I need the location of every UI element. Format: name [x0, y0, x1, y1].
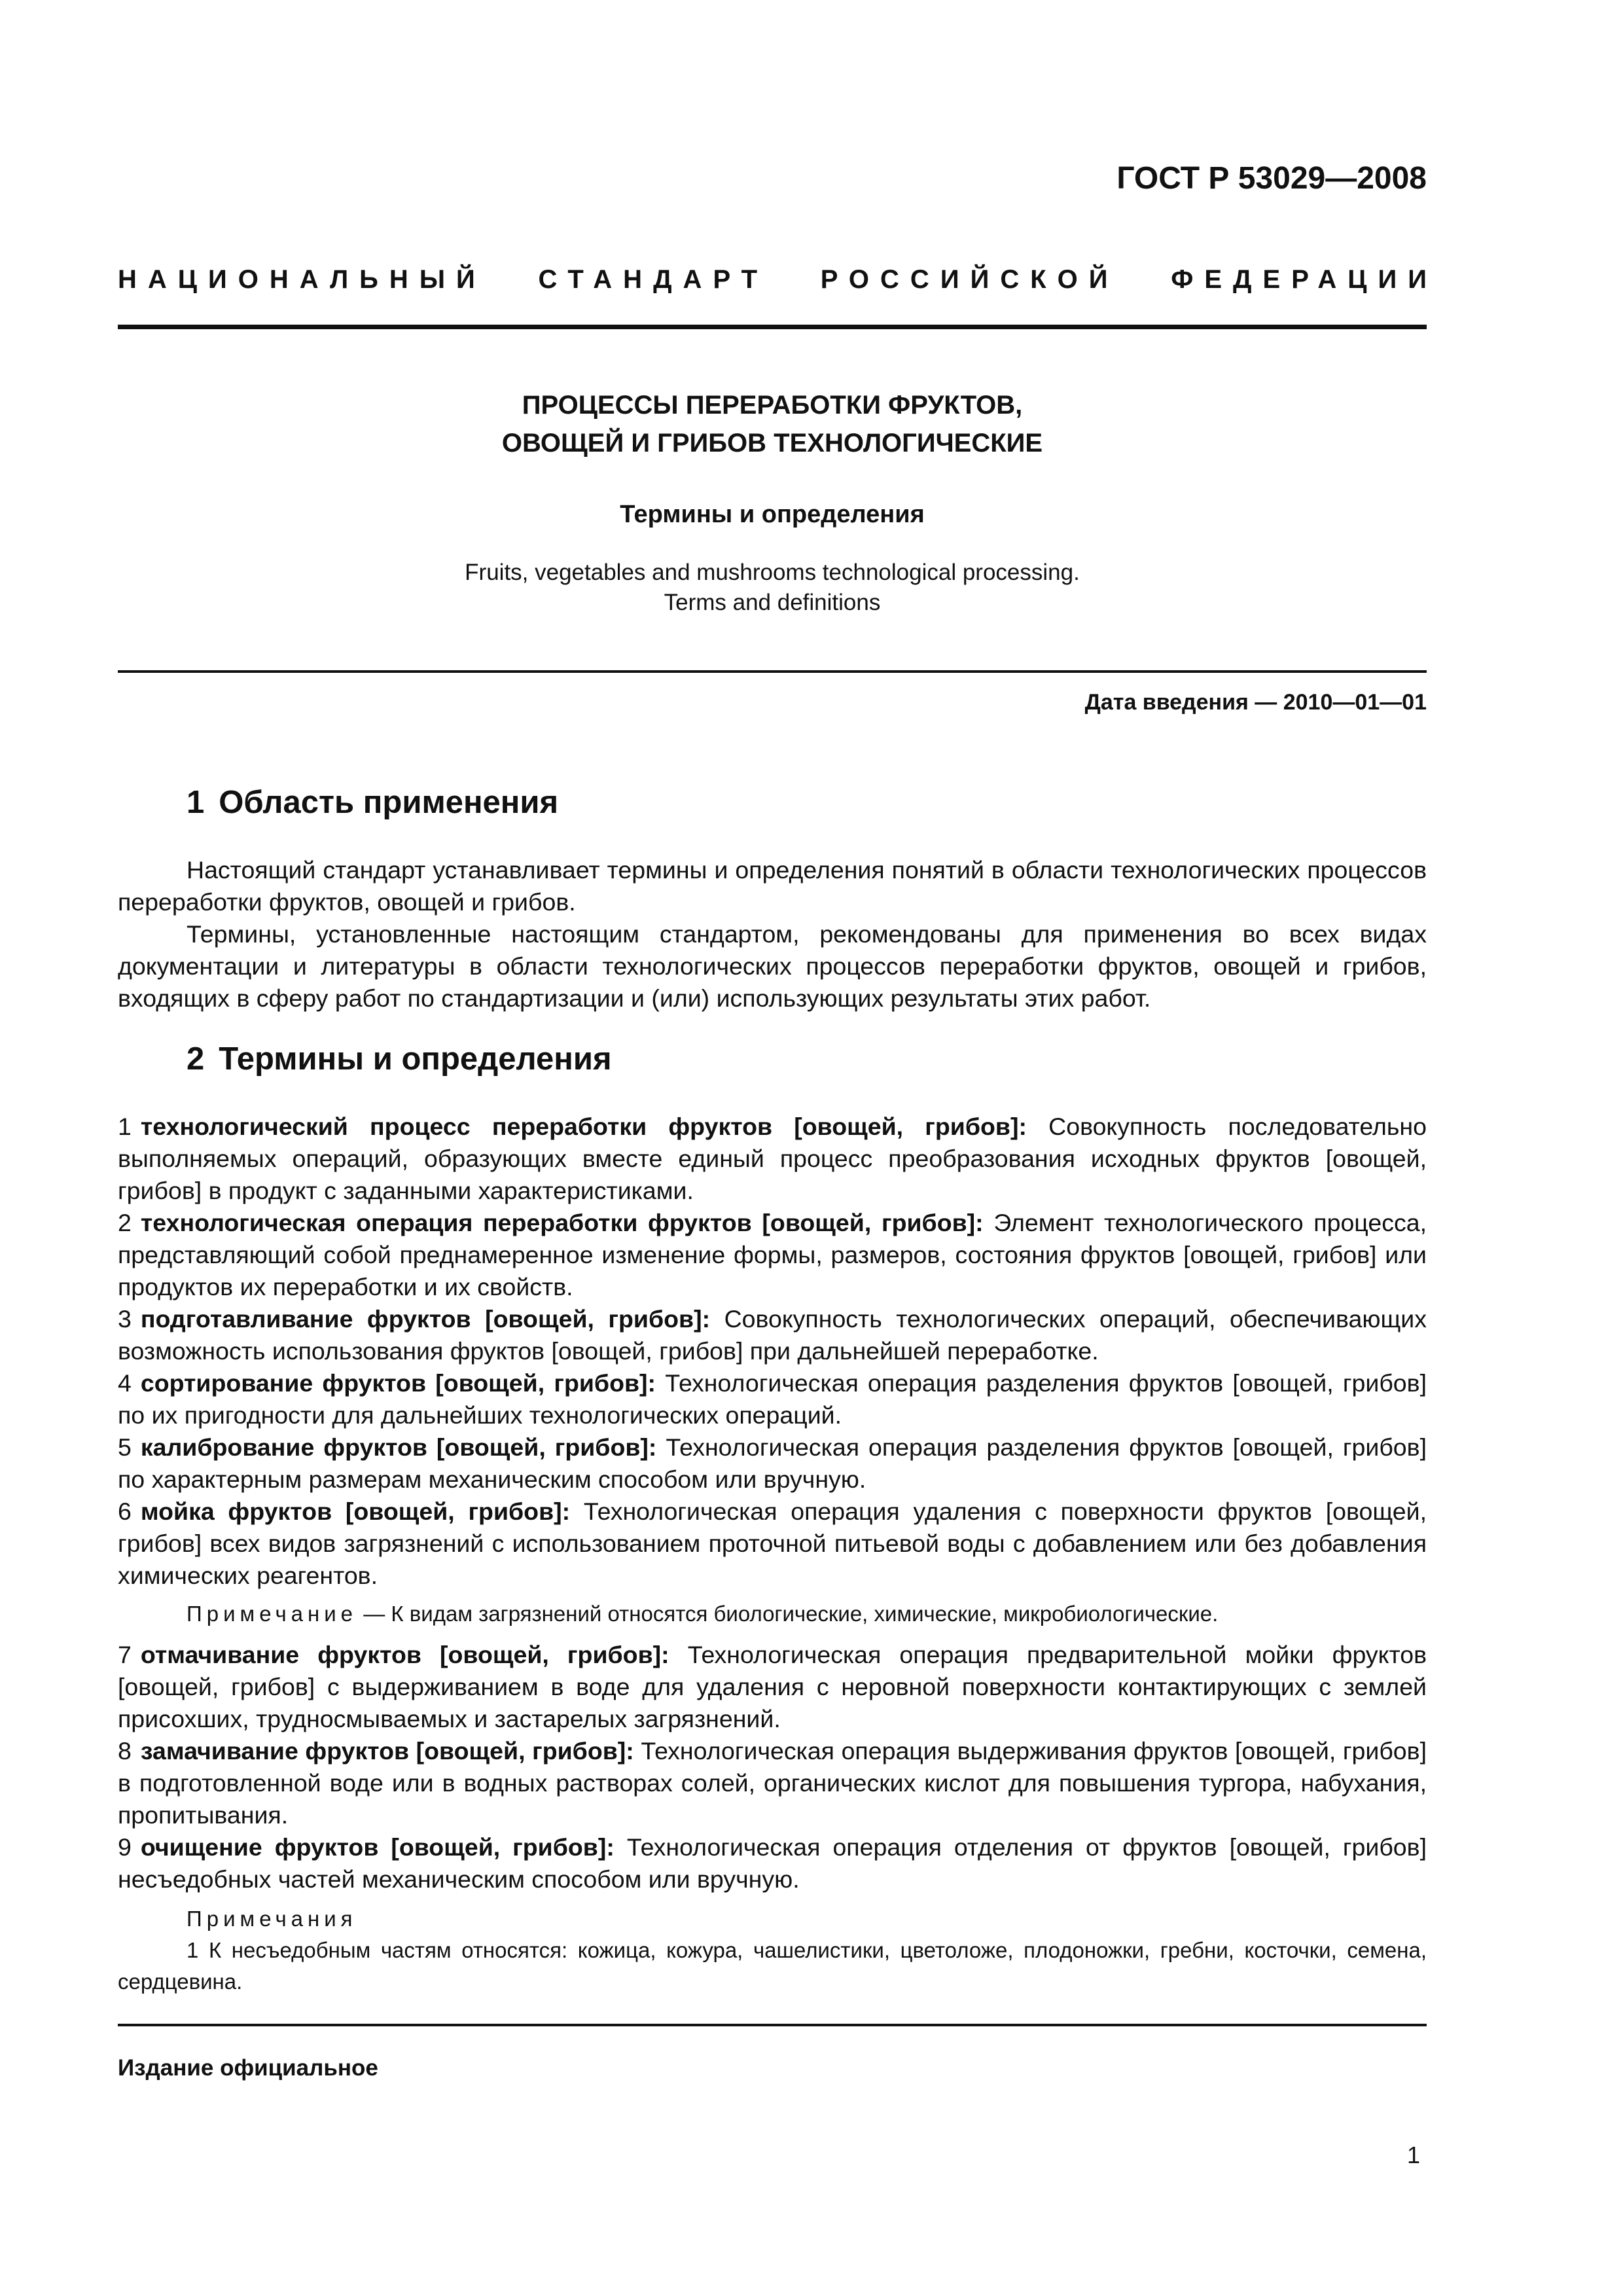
term-6-note [118, 1598, 1427, 1630]
term-number: 4 [118, 1369, 132, 1397]
section-1-paragraph: Термины, установленные настоящим стандартом, рекомендованы для применения во всех видах документации и литературы в области технологических процессов переработки фруктов, овощей и грибов, входящих в сферу работ по стандартизации и (или) использующих результаты этих работ. [118, 920, 1427, 1012]
edition-label: Издание официальное [118, 2055, 378, 2081]
section-1-heading [187, 784, 558, 821]
national-standard-title [118, 265, 1438, 295]
term-entry [118, 1303, 1427, 1367]
section-1-body [118, 854, 1427, 1014]
term-number: 5 [118, 1433, 132, 1461]
section-2-title: Термины и определения [219, 1041, 612, 1077]
term-name: очищение фруктов [овощей, грибов]: [140, 1833, 615, 1861]
national-title-word: НАЦИОНАЛЬНЫЙ [118, 265, 486, 294]
term-entry [118, 1111, 1427, 1207]
term-number: 6 [118, 1498, 132, 1525]
term-number: 1 [118, 1113, 132, 1140]
terms-list [118, 1111, 1427, 1998]
term-name: подготавливание фруктов [овощей, грибов]: [140, 1305, 711, 1333]
term-number: 2 [118, 1209, 132, 1236]
term-name: калибрование фруктов [овощей, грибов]: [140, 1433, 657, 1461]
term-name: технологическая операция переработки фруктов [овощей, грибов]: [140, 1209, 984, 1236]
term-name: технологический процесс переработки фруктов [овощей, грибов]: [140, 1113, 1027, 1140]
notes-label [118, 1903, 1427, 1935]
term-name: мойка фруктов [овощей, грибов]: [140, 1498, 571, 1525]
national-title-word: СТАНДАРТ [538, 265, 769, 294]
term-definition: Технологическая операция предварительной мойки фруктов [овощей, грибов] с выдерживанием в воде для удаления с неровной поверхности контактирующих с землей присохших, трудносмываемых и застарелых загрязнений. [118, 1641, 1427, 1732]
term-entry [118, 1735, 1427, 1831]
term-name: сортирование фруктов [овощей, грибов]: [140, 1369, 656, 1397]
section-2-heading [187, 1041, 612, 1077]
title-block [118, 386, 1427, 618]
term-entry [118, 1496, 1427, 1592]
term-name: замачивание фруктов [овощей, грибов]: [140, 1737, 634, 1765]
term-definition: Элемент технологического процесса, представляющий собой преднамеренное изменение формы, размеров, состояния фруктов [овощей, грибов] или продуктов их переработки и их свойств. [118, 1209, 1427, 1300]
term-number: 3 [118, 1305, 132, 1333]
term-definition: Совокупность технологических операций, обеспечивающих возможность использования фруктов [овощей, грибов] при дальнейшей переработке. [118, 1305, 1427, 1365]
document-title-line-1: ПРОЦЕССЫ ПЕРЕРАБОТКИ ФРУКТОВ, [522, 391, 1023, 420]
section-2-number: 2 [187, 1041, 205, 1077]
term-definition: Технологическая операция разделения фруктов [овощей, грибов] по их пригодности для дальнейших технологических операций. [118, 1369, 1427, 1429]
term-number: 8 [118, 1737, 132, 1765]
term-entry [118, 1367, 1427, 1431]
national-title-word: РОССИЙСКОЙ [820, 265, 1119, 294]
term-entry [118, 1831, 1427, 1895]
term-definition: Технологическая операция отделения от фруктов [овощей, грибов] несъедобных частей механическим способом или вручную. [118, 1833, 1427, 1893]
term-definition: Технологическая операция разделения фруктов [овощей, грибов] по характерным размерам механическим способом или вручную. [118, 1433, 1427, 1493]
term-entry [118, 1431, 1427, 1496]
english-title-line-1: Fruits, vegetables and mushrooms technological processing. [465, 560, 1080, 585]
note-item: 1 К несъедобным частям относятся: кожица, кожура, чашелистики, цветоложе, плодоножки, гребни, косточки, семена, сердцевина. [118, 1938, 1427, 1994]
section-1-title: Область применения [219, 785, 559, 820]
note-label: Примечание [187, 1602, 358, 1626]
term-definition: Совокупность последовательно выполняемых операций, образующих вместе единый процесс преобразования исходных фруктов [овощей, грибов] в продукт с заданными характеристиками. [118, 1113, 1427, 1204]
english-title [118, 558, 1427, 618]
document-title-line-2: ОВОЩЕЙ И ГРИБОВ ТЕХНОЛОГИЧЕСКИЕ [501, 429, 1043, 457]
term-number: 7 [118, 1641, 132, 1668]
document-subtitle: Термины и определения [620, 501, 925, 528]
term-name: отмачивание фруктов [овощей, грибов]: [140, 1641, 669, 1668]
term-9-notes [118, 1903, 1427, 1998]
term-entry [118, 1639, 1427, 1735]
document-page [118, 0, 1438, 2296]
page-number: 1 [1406, 2142, 1420, 2168]
section-1-number: 1 [187, 785, 205, 820]
notes-label-text: Примечания [187, 1907, 357, 1931]
national-title-word: ФЕДЕРАЦИИ [1171, 265, 1438, 294]
header-divider [118, 325, 1427, 329]
footer-divider [118, 2024, 1427, 2026]
title-divider [118, 670, 1427, 673]
english-title-line-2: Terms and definitions [664, 590, 881, 615]
term-number: 9 [118, 1833, 132, 1861]
term-entry [118, 1207, 1427, 1303]
note-text: — К видам загрязнений относятся биологические, химические, микробиологические. [363, 1602, 1219, 1626]
term-definition: Технологическая операция удаления с поверхности фруктов [овощей, грибов] всех видов загрязнений с использованием проточной питьевой воды с добавлением или без добавления химических реагентов. [118, 1498, 1427, 1589]
intro-date: Дата введения — 2010—01—01 [1084, 690, 1427, 715]
section-1-paragraph: Настоящий стандарт устанавливает термины и определения понятий в области технологических процессов переработки фруктов, овощей и грибов. [118, 856, 1427, 916]
document-number: ГОСТ Р 53029—2008 [1116, 161, 1427, 196]
term-definition: Технологическая операция выдерживания фруктов [овощей, грибов] в подготовленной воде или в водных растворах солей, органических кислот для повышения тургора, набухания, пропитывания. [118, 1737, 1427, 1829]
